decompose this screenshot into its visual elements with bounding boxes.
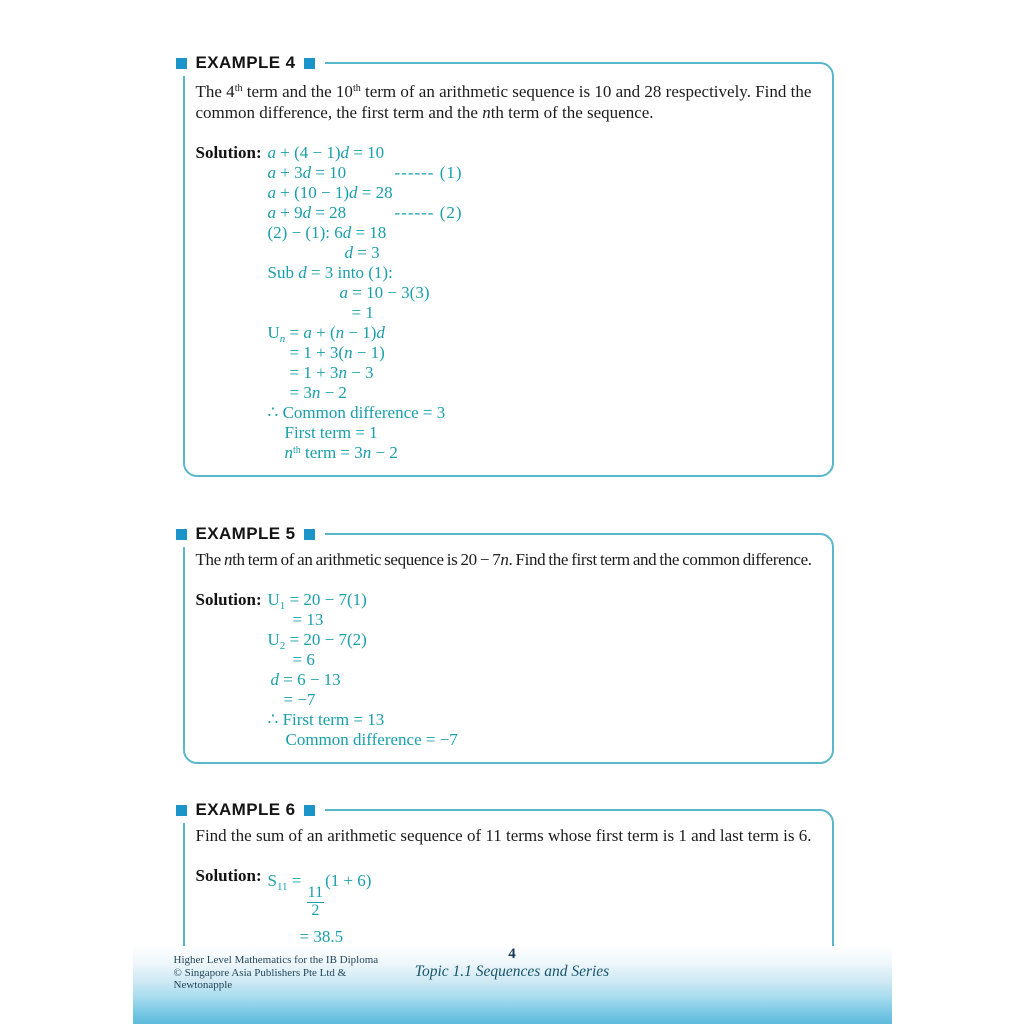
header-square-icon xyxy=(304,529,315,540)
solution-step: First term = 1 xyxy=(284,423,378,442)
topic-label: Topic 1.1 Sequences and Series xyxy=(414,963,610,980)
example-5-steps xyxy=(268,590,458,750)
example-5-header xyxy=(176,521,326,547)
example-4-steps xyxy=(267,143,463,463)
example-5-solution xyxy=(196,590,818,750)
solution-step: $S_{11}$ = $\frac{11}{2}$ (1 + 6) xyxy=(267,871,372,919)
example-5-section xyxy=(183,524,834,764)
solution-step: $U_1 = 20 - 7(1)$ xyxy=(267,590,367,612)
solution-step: a + 3d = 10 ------ (1) xyxy=(267,163,463,182)
solution-step: d = 6 − 13 xyxy=(270,670,341,689)
example-6-title: EXAMPLE 6 xyxy=(195,800,296,819)
example-4-solution xyxy=(196,143,818,463)
solution-step: = 1 xyxy=(351,303,374,322)
solution-step: Common difference = −7 xyxy=(285,730,458,749)
border-stub xyxy=(183,76,185,89)
border-stub xyxy=(183,547,185,560)
example-6-steps xyxy=(268,866,372,947)
example-5-title: EXAMPLE 5 xyxy=(195,524,296,543)
solution-step: a + 9d = 28 ------ (2) xyxy=(267,203,463,222)
solution-step: Sub d = 3 into (1): xyxy=(267,263,393,282)
example-5-problem: The nth term of an arithmetic sequence is 20 − 7n. Find the first term and the common difference. xyxy=(195,550,812,569)
credit-line: Newtonapple xyxy=(173,979,233,991)
solution-step: $n^{th}$ term = 3n − 2 xyxy=(284,443,398,462)
credit-line: Higher Level Mathematics for the IB Diploma xyxy=(173,954,379,966)
example-4-title: EXAMPLE 4 xyxy=(195,53,296,72)
example-4-section xyxy=(183,53,834,477)
solution-step: = −7 xyxy=(283,690,316,709)
solution-step: (2) − (1): 6d = 18 xyxy=(267,223,387,242)
example-5-box xyxy=(183,524,834,764)
solution-step: a = 10 − 3(3) xyxy=(339,283,430,302)
header-square-icon xyxy=(176,529,187,540)
example-6-problem: Find the sum of an arithmetic sequence of 11 terms whose first term is 1 and last term is 6. xyxy=(195,826,812,845)
solution-step: = 38.5 xyxy=(299,926,344,946)
example-4-box xyxy=(183,53,834,477)
example-6-box xyxy=(183,800,834,961)
solution-label: Solution: xyxy=(195,143,262,162)
book-page xyxy=(133,0,892,1024)
header-square-icon xyxy=(176,58,187,69)
solution-label: Solution: xyxy=(195,866,262,885)
solution-step: d = 3 xyxy=(344,243,380,262)
solution-step: a + (4 − 1)d = 10 xyxy=(267,143,385,162)
solution-step: = 1 + 3(n − 1) xyxy=(289,343,385,362)
header-square-icon xyxy=(176,805,187,816)
border-stub xyxy=(183,823,185,836)
credit-line: © Singapore Asia Publishers Pte Ltd & xyxy=(173,966,347,979)
solution-step: a + (10 − 1)d = 28 xyxy=(267,183,393,202)
header-square-icon xyxy=(304,805,315,816)
solution-step: = 1 + 3n − 3 xyxy=(289,363,374,382)
page-number: 4 xyxy=(508,946,516,962)
solution-label: Solution: xyxy=(195,590,262,609)
example-6-solution xyxy=(196,866,818,947)
solution-step: ∴ Common difference = 3 xyxy=(267,403,446,422)
page-footer xyxy=(133,946,892,1024)
example-6-section xyxy=(183,800,834,961)
footer-center xyxy=(133,946,892,982)
page-content xyxy=(133,0,892,961)
solution-step: $U_n = a + (n - 1)d$ xyxy=(267,323,385,345)
solution-step: = 3n − 2 xyxy=(289,383,347,402)
example-4-problem: The 4th term and the 10th term of an arithmetic sequence is 10 and 28 respectively. Find the common difference, the first term and the nth term of the sequence. xyxy=(195,82,812,122)
solution-step: = 13 xyxy=(292,610,324,629)
solution-step: = 6 xyxy=(292,650,315,669)
solution-step: ∴ First term = 13 xyxy=(267,710,385,729)
header-square-icon xyxy=(304,58,315,69)
example-4-header xyxy=(176,50,326,76)
solution-step: $U_2 = 20 - 7(2)$ xyxy=(267,630,367,652)
example-6-header xyxy=(176,797,326,823)
